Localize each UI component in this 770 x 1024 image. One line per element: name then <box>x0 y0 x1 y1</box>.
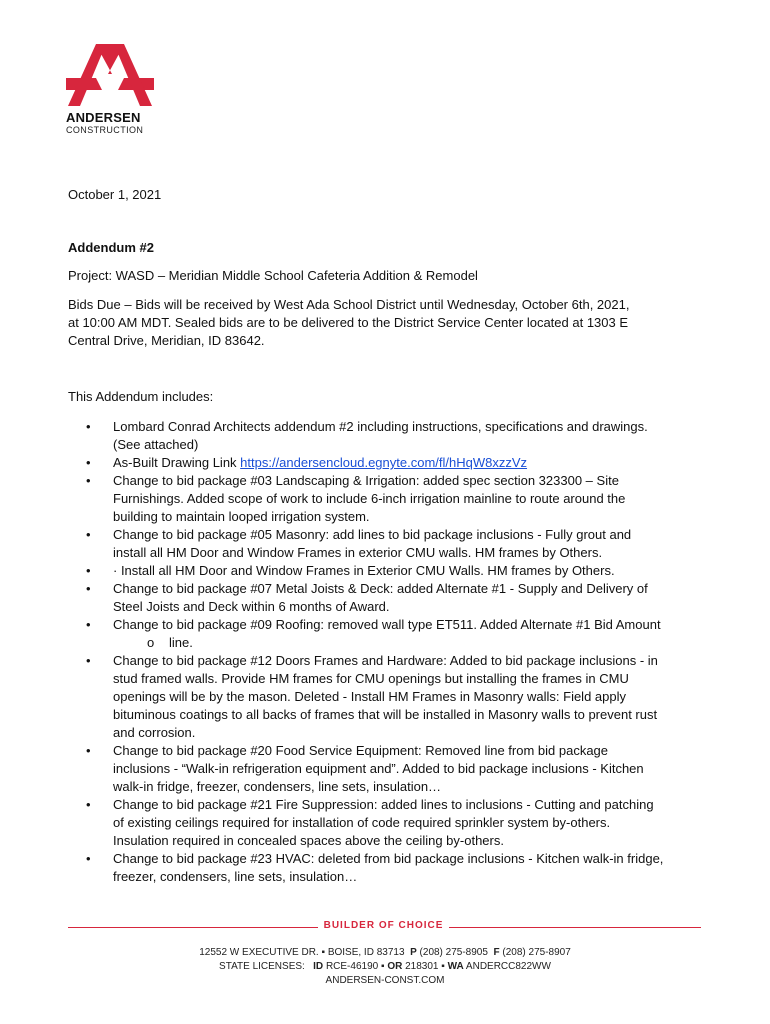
item-line: Steel Joists and Deck within 6 months of Award. <box>113 599 390 614</box>
footer-website: ANDERSEN-CONST.COM <box>325 975 445 986</box>
company-logo <box>66 44 158 135</box>
licenses-label: STATE LICENSES: <box>219 961 305 972</box>
item-line: freezer, condensers, line sets, insulation… <box>113 869 358 884</box>
wa-label: WA <box>447 961 464 972</box>
item-line: Change to bid package #05 Masonry: add lines to bid package inclusions - Fully grout and <box>113 527 632 542</box>
footer-address: 12552 W EXECUTIVE DR. <box>199 947 319 958</box>
sub-item-text: line. <box>169 635 193 650</box>
bullet-icon: • <box>86 851 91 866</box>
item-line: walk-in fridge, freezer, condensers, line sets, insulation… <box>113 779 442 794</box>
bids-line: Central Drive, Meridian, ID 83642. <box>68 333 265 348</box>
list-item <box>86 580 706 616</box>
footer-address-line <box>0 947 770 958</box>
item-line: Change to bid package #07 Metal Joists & Deck: added Alternate #1 - Supply and Delivery of <box>113 581 648 596</box>
item-line: Change to bid package #12 Doors Frames and Hardware: Added to bid package inclusions - in <box>113 653 658 668</box>
wa-license: ANDERCC822WW <box>465 961 551 972</box>
footer-divider <box>449 927 701 928</box>
list-item <box>86 526 706 562</box>
phone-label: P <box>410 947 417 958</box>
item-line: Change to bid package #20 Food Service Equipment: Removed line from bid package <box>113 743 609 758</box>
bullet-icon: • <box>86 581 91 596</box>
item-line: Insulation required in concealed spaces above the ceiling by-others. <box>113 833 504 848</box>
item-line: of existing ceilings required for installation of code required sprinkler system by-others. <box>113 815 611 830</box>
fax-label: F <box>493 947 500 958</box>
item-line: Lombard Conrad Architects addendum #2 including instructions, specifications and drawings. <box>113 419 648 434</box>
item-line: · Install all HM Door and Window Frames in Exterior CMU Walls. HM frames by Others. <box>113 563 615 578</box>
project-line: Project: WASD – Meridian Middle School Cafeteria Addition & Remodel <box>68 268 478 283</box>
bullet-icon: • <box>86 455 91 470</box>
item-line: Change to bid package #21 Fire Suppression: added lines to inclusions - Cutting and patching <box>113 797 654 812</box>
sub-item <box>113 634 706 652</box>
item-line: (See attached) <box>113 437 199 452</box>
separator-icon: ▪ <box>441 961 445 972</box>
item-line: Change to bid package #03 Landscaping & Irrigation: added spec section 323300 – Site <box>113 473 619 488</box>
bullet-icon: • <box>86 473 91 488</box>
logo-company-name: ANDERSEN <box>66 110 141 125</box>
bullet-icon: • <box>86 527 91 542</box>
id-label: ID <box>313 961 324 972</box>
list-item <box>86 652 706 742</box>
item-text: As-Built Drawing Link <box>113 455 241 470</box>
sub-bullet-icon: o <box>147 635 155 650</box>
footer-city: BOISE, ID 83713 <box>327 947 405 958</box>
footer-divider <box>68 927 318 928</box>
item-line: Change to bid package #09 Roofing: removed wall type ET511. Added Alternate #1 Bid Amount <box>113 617 661 632</box>
logo-a-mark-icon <box>66 44 154 106</box>
addendum-items-list <box>86 418 706 886</box>
separator-icon: ▪ <box>380 961 385 972</box>
item-line: install all HM Door and Window Frames in exterior CMU walls. HM frames by Others. <box>113 545 603 560</box>
list-item <box>86 418 706 454</box>
bullet-icon: • <box>86 617 91 632</box>
item-line: Change to bid package #23 HVAC: deleted from bid package inclusions - Kitchen walk-in fridge, <box>113 851 664 866</box>
item-line: inclusions - “Walk-in refrigeration equipment and”. Added to bid package inclusions - Kitchen <box>113 761 644 776</box>
footer-licenses-line <box>0 961 770 972</box>
list-item <box>86 796 706 850</box>
list-item <box>86 616 706 652</box>
logo-company-subtitle: CONSTRUCTION <box>66 125 144 135</box>
bullet-icon: • <box>86 797 91 812</box>
footer-fax: (208) 275-8907 <box>502 947 571 958</box>
list-item <box>86 472 706 526</box>
addendum-heading: Addendum #2 <box>68 240 154 255</box>
bullet-icon: • <box>86 653 91 668</box>
footer-phone: (208) 275-8905 <box>419 947 488 958</box>
bids-line: at 10:00 AM MDT. Sealed bids are to be delivered to the District Service Center located at 1303 E <box>68 315 629 330</box>
bids-line: Bids Due – Bids will be received by West Ada School District until Wednesday, October 6th, 2021, <box>68 297 630 312</box>
item-line: building to maintain looped irrigation system. <box>113 509 370 524</box>
bullet-icon: • <box>86 419 91 434</box>
letter-date: October 1, 2021 <box>68 187 162 202</box>
list-item <box>86 742 706 796</box>
bullet-icon: • <box>86 563 91 578</box>
footer-tagline: BUILDER OF CHOICE <box>323 920 444 931</box>
or-license: 218301 <box>405 961 439 972</box>
bullet-icon: • <box>86 743 91 758</box>
item-line: bituminous coatings to all backs of frames that will be installed in Masonry walls to prevent rust <box>113 707 658 722</box>
item-line: stud framed walls. Provide HM frames for CMU openings but installing the frames in CMU <box>113 671 629 686</box>
item-line: and corrosion. <box>113 725 196 740</box>
item-line: Furnishings. Added scope of work to include 6-inch irrigation mainline to route around the <box>113 491 626 506</box>
list-item <box>86 454 706 472</box>
list-item <box>86 562 706 580</box>
as-built-drawing-link[interactable]: https://andersencloud.egnyte.com/fl/hHqW8xzzVz <box>240 455 528 470</box>
list-item <box>86 850 706 886</box>
addendum-intro: This Addendum includes: <box>68 389 214 404</box>
separator-icon: ▪ <box>321 947 326 958</box>
item-line: openings will be by the mason. Deleted - Install HM Frames in Masonry walls: Field apply <box>113 689 626 704</box>
bids-due-paragraph <box>68 296 688 350</box>
id-license: RCE-46190 <box>325 961 379 972</box>
or-label: OR <box>387 961 403 972</box>
